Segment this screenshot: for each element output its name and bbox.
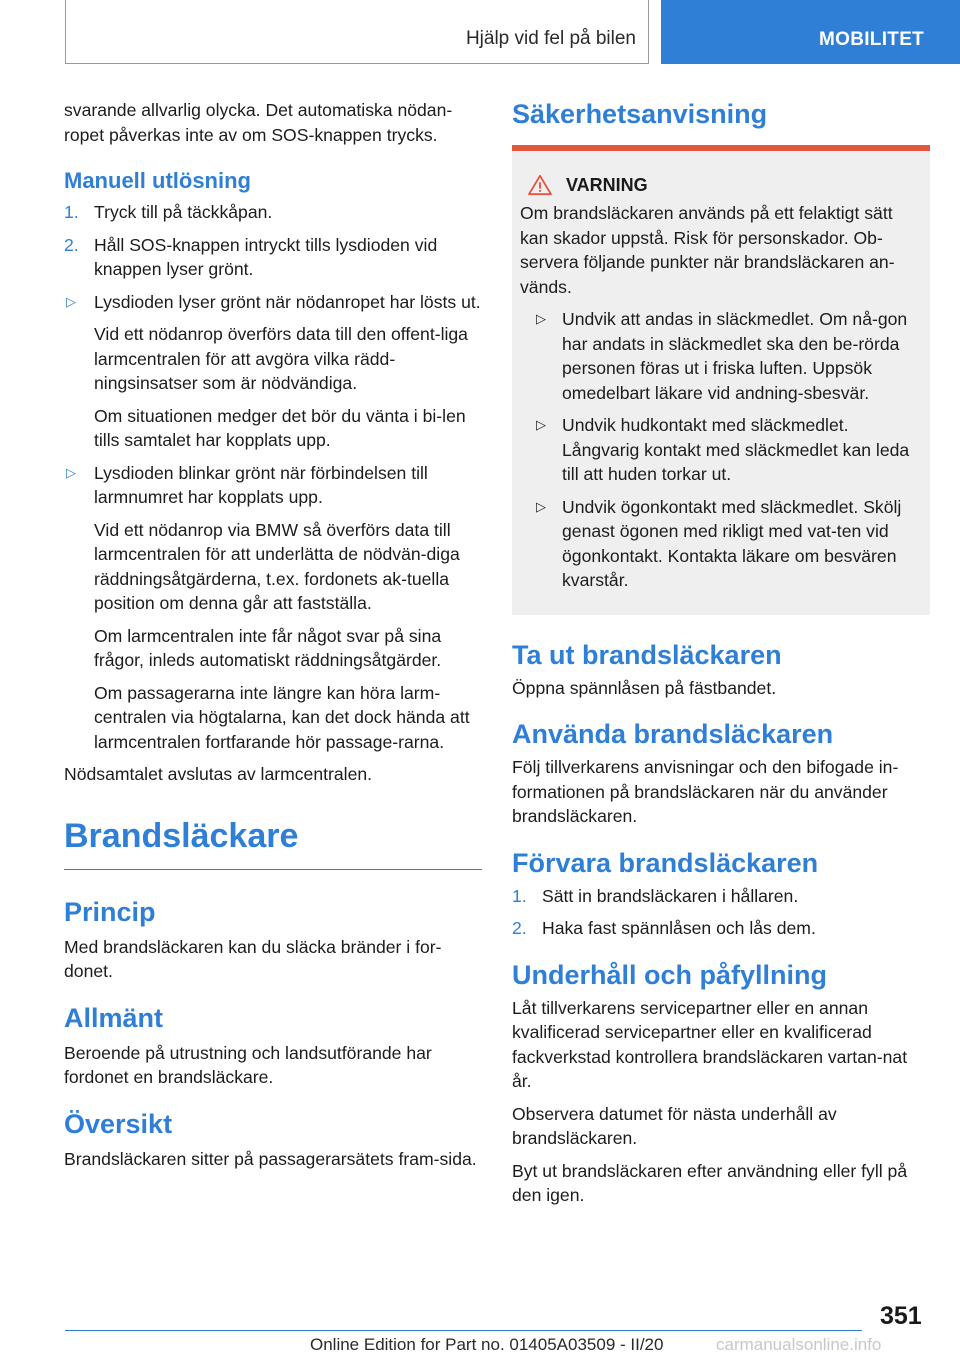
use-heading: Använda brandsläckaren <box>512 719 834 749</box>
maintenance-paragraph: Byt ut brandsläckaren efter användning eller fyll på den igen. <box>512 1160 908 1205</box>
triangle-bullet-icon: ▷ <box>536 417 546 432</box>
step-item: 1. Tryck till på täckkåpan. <box>64 202 273 222</box>
principle-paragraph: Med brandsläckaren kan du släcka bränder i for-donet. <box>64 936 442 981</box>
footer-watermark: carmanualsonline.info <box>716 1335 882 1354</box>
left-column <box>64 98 482 1179</box>
maintenance-paragraph: Observera datumet för nästa underhåll av brandsläckaren. <box>512 1103 837 1148</box>
footer-divider <box>65 1330 862 1331</box>
main-heading: Brandsläckare <box>64 816 299 855</box>
right-column <box>512 98 930 1216</box>
bullet-sub-paragraph: Om larmcentralen inte får något svar på sina frågor, inleds automatiskt räddningsåtgärder. <box>94 625 442 670</box>
warning-title-row <box>520 173 922 197</box>
bullet-item: ▷ Lysdioden blinkar grönt när förbindelsen till larmnumret har kopplats upp. <box>66 462 428 507</box>
safety-heading: Säkerhetsanvisning <box>512 99 768 129</box>
store-heading: Förvara brandsläckaren <box>512 847 819 878</box>
bullet-item: ▷ Lysdioden lyser grönt när nödanropet har lösts ut. <box>64 290 482 315</box>
general-heading: Allmänt <box>64 1002 164 1033</box>
general-paragraph: Beroende på utrustning och landsutförande har fordonet en brandsläckare. <box>64 1042 432 1087</box>
footer-edition: Online Edition for Part no. 01405A03509 - II/20 <box>310 1335 664 1354</box>
bullet-sub-paragraph: Vid ett nödanrop överförs data till den offent-liga larmcentralen för att avgöra vilka rädd-ningsinsatser som är nödvändiga. <box>94 324 468 393</box>
overview-heading: Översikt <box>64 1108 173 1139</box>
warning-bullet: ▷ Undvik att andas in släckmedlet. Om nå-gon har andats in släckmedlet ska den be-rörda personen föras ut i friska luften. Uppsök omedelbart läkare vid andning-sbesvär. <box>536 309 908 403</box>
bullet-sub-paragraph: Vid ett nödanrop via BMW så överförs data till larmcentralen för att underlätta de nödvän-diga räddningsåtgärderna, t.ex. fordonets ak-tuella position om denna går att fastställa. <box>94 519 460 613</box>
end-paragraph: Nödsamtalet avslutas av larmcentralen. <box>64 764 373 784</box>
store-step-item: 1. Sätt in brandsläckaren i hållaren. <box>512 885 799 906</box>
header-chapter-box <box>65 0 649 64</box>
triangle-bullet-icon: ▷ <box>536 311 546 326</box>
warning-paragraph: Om brandsläckaren används på ett felaktigt sätt kan skador uppstå. Risk för personskador. Ob-servera följande punkter när brandsläckaren an-vänds. <box>520 203 895 297</box>
triangle-bullet-icon: ▷ <box>536 498 546 514</box>
principle-heading: Princip <box>64 896 156 927</box>
header-section-tab <box>661 0 960 64</box>
store-step-item: 2. Haka fast spännlåsen och lås dem. <box>512 918 816 938</box>
bullet-sub-paragraph: Om situationen medger det bör du vänta i bi-len tills samtalet har kopplats upp. <box>94 405 466 450</box>
header-section-title: MOBILITET <box>819 29 925 50</box>
use-paragraph: Följ tillverkarens anvisningar och den bifogade in-formationen på brandsläckaren när du använder brandsläckaren. <box>512 757 899 826</box>
triangle-bullet-icon: ▷ <box>66 293 76 309</box>
warning-title: VARNING <box>566 175 648 195</box>
triangle-bullet-icon: ▷ <box>66 464 76 480</box>
page-number: 351 <box>880 1302 922 1330</box>
heading-divider <box>64 869 482 870</box>
step-item: 2. Håll SOS-knappen intryckt tills lysdioden vid knappen lyser grönt. <box>64 234 438 279</box>
maintenance-heading: Underhåll och påfyllning <box>512 959 828 990</box>
overview-paragraph: Brandsläckaren sitter på passagerarsätets fram-sida. <box>64 1148 477 1169</box>
warning-bullet: ▷ Undvik ögonkontakt med släckmedlet. Skölj genast ögonen med rikligt med vat-ten vid ögonkontakt. Kontakta läkare om besvären kvarstår. <box>536 496 902 590</box>
take-out-heading: Ta ut brandsläckaren <box>512 639 782 670</box>
bullet-sub-paragraph: Om passagerarna inte längre kan höra larm-centralen via högtalarna, kan det dock hända att larmcentralen fortfarande hör passage-rarna. <box>94 682 470 752</box>
manual-trigger-heading: Manuell utlösning <box>64 168 251 193</box>
warning-triangle-icon <box>526 174 554 196</box>
warning-bullet: ▷ Undvik hudkontakt med släckmedlet. Långvarig kontakt med släckmedlet kan leda till att huden torkar ut. <box>536 415 910 484</box>
header-chapter-title: Hjälp vid fel på bilen <box>465 28 636 49</box>
intro-paragraph: svarande allvarlig olycka. Det automatiska nödan-ropet påverkas inte av om SOS-knappen trycks. <box>64 100 453 145</box>
maintenance-paragraph: Låt tillverkarens servicepartner eller en annan kvalificerad servicepartner eller en kvalificerad fackverkstad kontrollera brandsläckaren vartan-nat år. <box>512 997 908 1091</box>
warning-box <box>512 151 930 615</box>
take-out-paragraph: Öppna spännlåsen på fästbandet. <box>512 677 777 698</box>
